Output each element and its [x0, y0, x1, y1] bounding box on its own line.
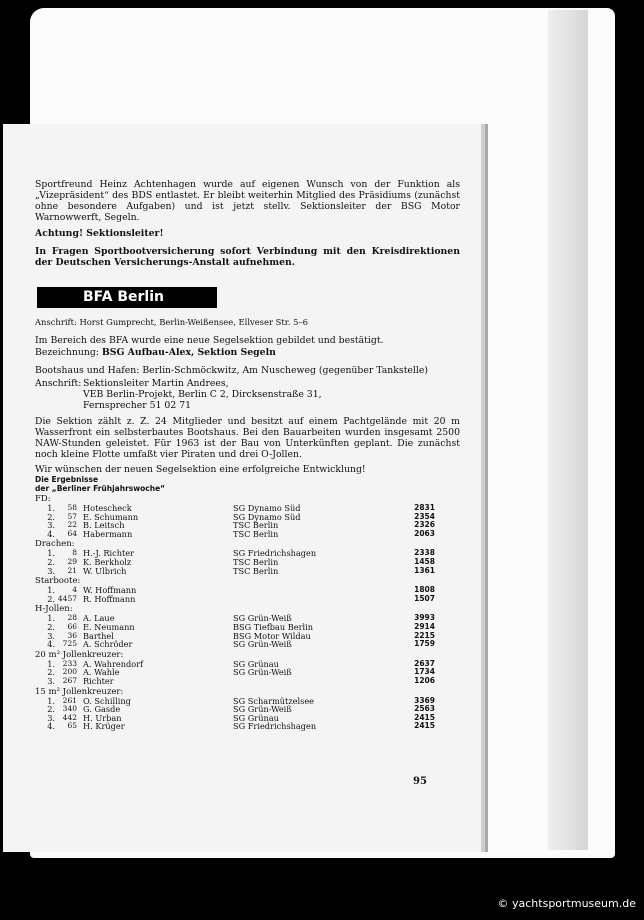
result-club: SG Dynamo Süd — [233, 511, 301, 522]
result-place: 4. — [47, 639, 55, 650]
result-club: SG Friedrichshagen — [233, 721, 317, 732]
contact-line: VEB Berlin-Projekt, Berlin C 2, Dircksenstraße 31, — [83, 389, 322, 400]
result-row — [35, 640, 460, 649]
result-club: BSG Tiefbau Berlin — [233, 621, 314, 632]
result-sail-number: 36 — [67, 630, 77, 640]
intro-paragraph: Sportfreund Heinz Achtenhagen wurde auf eigenen Wunsch von der Funktion als „Vizepräsident“ des BDS entlastet. Er bleibt weiterhin Mitglied des Präsidiums (zunächst ohne besondere Aufgaben) und ist jetzt stellv. Sektionsleiter der BSG Motor Warnowwerft, Segeln. — [35, 179, 460, 223]
result-club: TSC Berlin — [233, 556, 279, 567]
result-points: 1206 — [414, 675, 435, 685]
result-points: 2831 — [414, 503, 435, 512]
category-label: Starboote: — [35, 576, 81, 587]
result-points: 3993 — [414, 613, 435, 623]
section-title: BFA Berlin — [37, 287, 217, 308]
result-place: 3. — [47, 565, 55, 576]
book-page — [3, 124, 481, 852]
result-sail-number: 22 — [67, 520, 77, 530]
result-name: E. Schumann — [83, 511, 139, 522]
result-sail-number: 8 — [72, 548, 77, 558]
result-place: 1. — [47, 548, 55, 559]
result-sail-number: 58 — [67, 503, 77, 512]
result-place: 2. — [47, 593, 55, 604]
category-label: Drachen: — [35, 539, 75, 550]
page-number: 95 — [413, 776, 427, 787]
watermark: © yachtsportmuseum.de — [497, 897, 636, 910]
result-club: SG Grünau — [233, 658, 279, 669]
result-name: O. Schilling — [83, 695, 131, 706]
page-stack-edge — [548, 10, 588, 850]
result-points: 1759 — [414, 639, 435, 649]
result-place: 1. — [47, 658, 55, 669]
section-description: Die Sektion zählt z. Z. 24 Mitglieder und besitzt auf einem Pachtgelände mit 20 m Wasserfront ein selbsterbautes Bootshaus. Bei den Bauarbeiten wurden insgesamt 2500 NAW-Stunden geleistet. Für 1963 ist der Bau von Unterkünften geplant. Die zunächst noch kleine Flotte umfaßt vier Piraten und drei O-Jollen. — [35, 416, 460, 460]
contact-line: Sektionsleiter Martin Andrees, — [83, 378, 229, 389]
result-place: 2. — [47, 556, 55, 567]
designation — [35, 347, 460, 358]
result-place: 2. — [47, 704, 55, 715]
result-place: 2. — [47, 511, 55, 522]
result-sail-number: 65 — [67, 721, 77, 731]
result-points: 2914 — [414, 621, 435, 631]
result-sail-number: 267 — [62, 675, 77, 685]
result-row — [35, 677, 460, 686]
result-name: A. Wahle — [83, 667, 120, 678]
designation-label: Bezeichnung: — [35, 347, 99, 358]
result-place: 2. — [47, 667, 55, 678]
results-list — [35, 495, 460, 731]
result-sail-number: 4457 — [57, 593, 77, 603]
results-heading-1: Die Ergebnisse — [35, 475, 99, 484]
result-points: 1361 — [414, 565, 435, 575]
contact-label: Anschrift: — [35, 378, 82, 389]
result-club: SG Friedrichshagen — [233, 548, 317, 559]
category-label: FD: — [35, 494, 51, 504]
result-row — [35, 722, 460, 731]
result-place: 1. — [47, 613, 55, 624]
result-club: TSC Berlin — [233, 565, 279, 576]
contact-line: Fernsprecher 51 02 71 — [83, 400, 192, 411]
result-place: 3. — [47, 630, 55, 641]
result-points: 2215 — [414, 630, 435, 640]
result-sail-number: 66 — [67, 621, 77, 631]
result-points: 2415 — [414, 721, 435, 731]
result-points: 2063 — [414, 528, 435, 538]
result-points: 2338 — [414, 548, 435, 558]
result-place: 4. — [47, 528, 55, 539]
result-name: W. Ulbrich — [83, 565, 127, 576]
result-place: 1. — [47, 695, 55, 706]
result-points: 2326 — [414, 520, 435, 530]
result-club: SG Scharmützelsee — [233, 695, 315, 706]
result-name: R. Hoffmann — [83, 593, 136, 604]
result-club: SG Grün-Weiß — [233, 667, 292, 678]
result-points: 2563 — [414, 704, 435, 714]
result-place: 1. — [47, 503, 55, 513]
result-points: 2415 — [414, 712, 435, 722]
result-sail-number: 4 — [72, 585, 77, 595]
designation-value: BSG Aufbau-Alex, Sektion Segeln — [101, 347, 276, 358]
result-name: W. Hoffmann — [83, 585, 137, 596]
result-club: SG Dynamo Süd — [233, 503, 301, 513]
result-name: Hotescheck — [83, 503, 132, 513]
result-row — [35, 530, 460, 539]
result-place: 1. — [47, 585, 55, 596]
category-label: 20 m² Jollenkreuzer: — [35, 649, 124, 660]
result-club: SG Grün-Weiß — [233, 613, 292, 624]
result-name: A. Schröder — [83, 639, 133, 650]
result-club: TSC Berlin — [233, 520, 279, 531]
result-name: H. Urban — [83, 712, 122, 723]
result-club: SG Grünau — [233, 712, 279, 723]
wish-text: Wir wünschen der neuen Segelsektion eine erfolgreiche Entwicklung! — [35, 464, 366, 475]
results-block — [35, 476, 460, 731]
result-name: Barthel — [83, 630, 114, 641]
result-sail-number: 233 — [62, 658, 77, 668]
result-club: SG Grün-Weiß — [233, 704, 292, 715]
result-points: 2637 — [414, 658, 435, 668]
result-name: G. Gasde — [83, 704, 121, 715]
section-address: Anschrift: Horst Gumprecht, Berlin-Weißensee, Ellveser Str. 5–6 — [35, 317, 308, 327]
result-name: A. Laue — [83, 613, 115, 624]
result-place: 4. — [47, 721, 55, 732]
results-heading-2: der „Berliner Frühjahrswoche“ — [35, 483, 166, 493]
result-points: 3369 — [414, 695, 435, 705]
result-points: 1808 — [414, 585, 435, 595]
result-row — [35, 567, 460, 576]
result-sail-number: 57 — [67, 511, 77, 521]
result-sail-number: 28 — [67, 613, 77, 623]
result-name: Richter — [83, 675, 114, 686]
result-place: 3. — [47, 675, 55, 686]
result-name: B. Leitsch — [83, 520, 125, 531]
result-sail-number: 725 — [62, 639, 77, 649]
result-points: 1458 — [414, 556, 435, 566]
attention-text: In Fragen Sportbootversicherung sofort Verbindung mit den Kreisdirektionen der Deutschen Versicherungs-Anstalt aufnehmen. — [35, 246, 460, 268]
result-sail-number: 340 — [62, 704, 77, 714]
result-row — [35, 595, 460, 604]
result-sail-number: 21 — [67, 565, 77, 575]
contact-address — [35, 378, 460, 411]
result-name: E. Neumann — [83, 621, 135, 632]
result-place: 3. — [47, 520, 55, 531]
boathouse-text: Bootshaus und Hafen: Berlin-Schmöckwitz, Am Nuscheweg (gegenüber Tankstelle) — [35, 365, 429, 376]
result-sail-number: 29 — [67, 556, 77, 566]
result-name: Habermann — [83, 528, 133, 539]
result-club: TSC Berlin — [233, 528, 279, 539]
result-club: BSG Motor Wildau — [233, 630, 311, 641]
result-place: 3. — [47, 712, 55, 723]
result-sail-number: 442 — [62, 712, 77, 722]
result-name: A. Wahrendorf — [83, 658, 144, 669]
result-club: SG Grün-Weiß — [233, 639, 292, 650]
attention-title: Achtung! Sektionsleiter! — [35, 228, 164, 239]
result-points: 1734 — [414, 667, 435, 677]
result-place: 2. — [47, 621, 55, 632]
result-sail-number: 261 — [62, 695, 77, 705]
result-name: H. Krüger — [83, 721, 125, 732]
result-points: 2354 — [414, 511, 435, 521]
result-points: 1507 — [414, 593, 435, 603]
result-sail-number: 200 — [62, 667, 77, 677]
result-name: K. Berkholz — [83, 556, 132, 567]
category-label: 15 m² Jollenkreuzer: — [35, 686, 124, 697]
category-label: H-Jollen: — [35, 604, 73, 615]
new-section-text: Im Bereich des BFA wurde eine neue Segelsektion gebildet und bestätigt. — [35, 335, 384, 346]
result-name: H.-J. Richter — [83, 548, 135, 559]
result-sail-number: 64 — [67, 528, 77, 538]
